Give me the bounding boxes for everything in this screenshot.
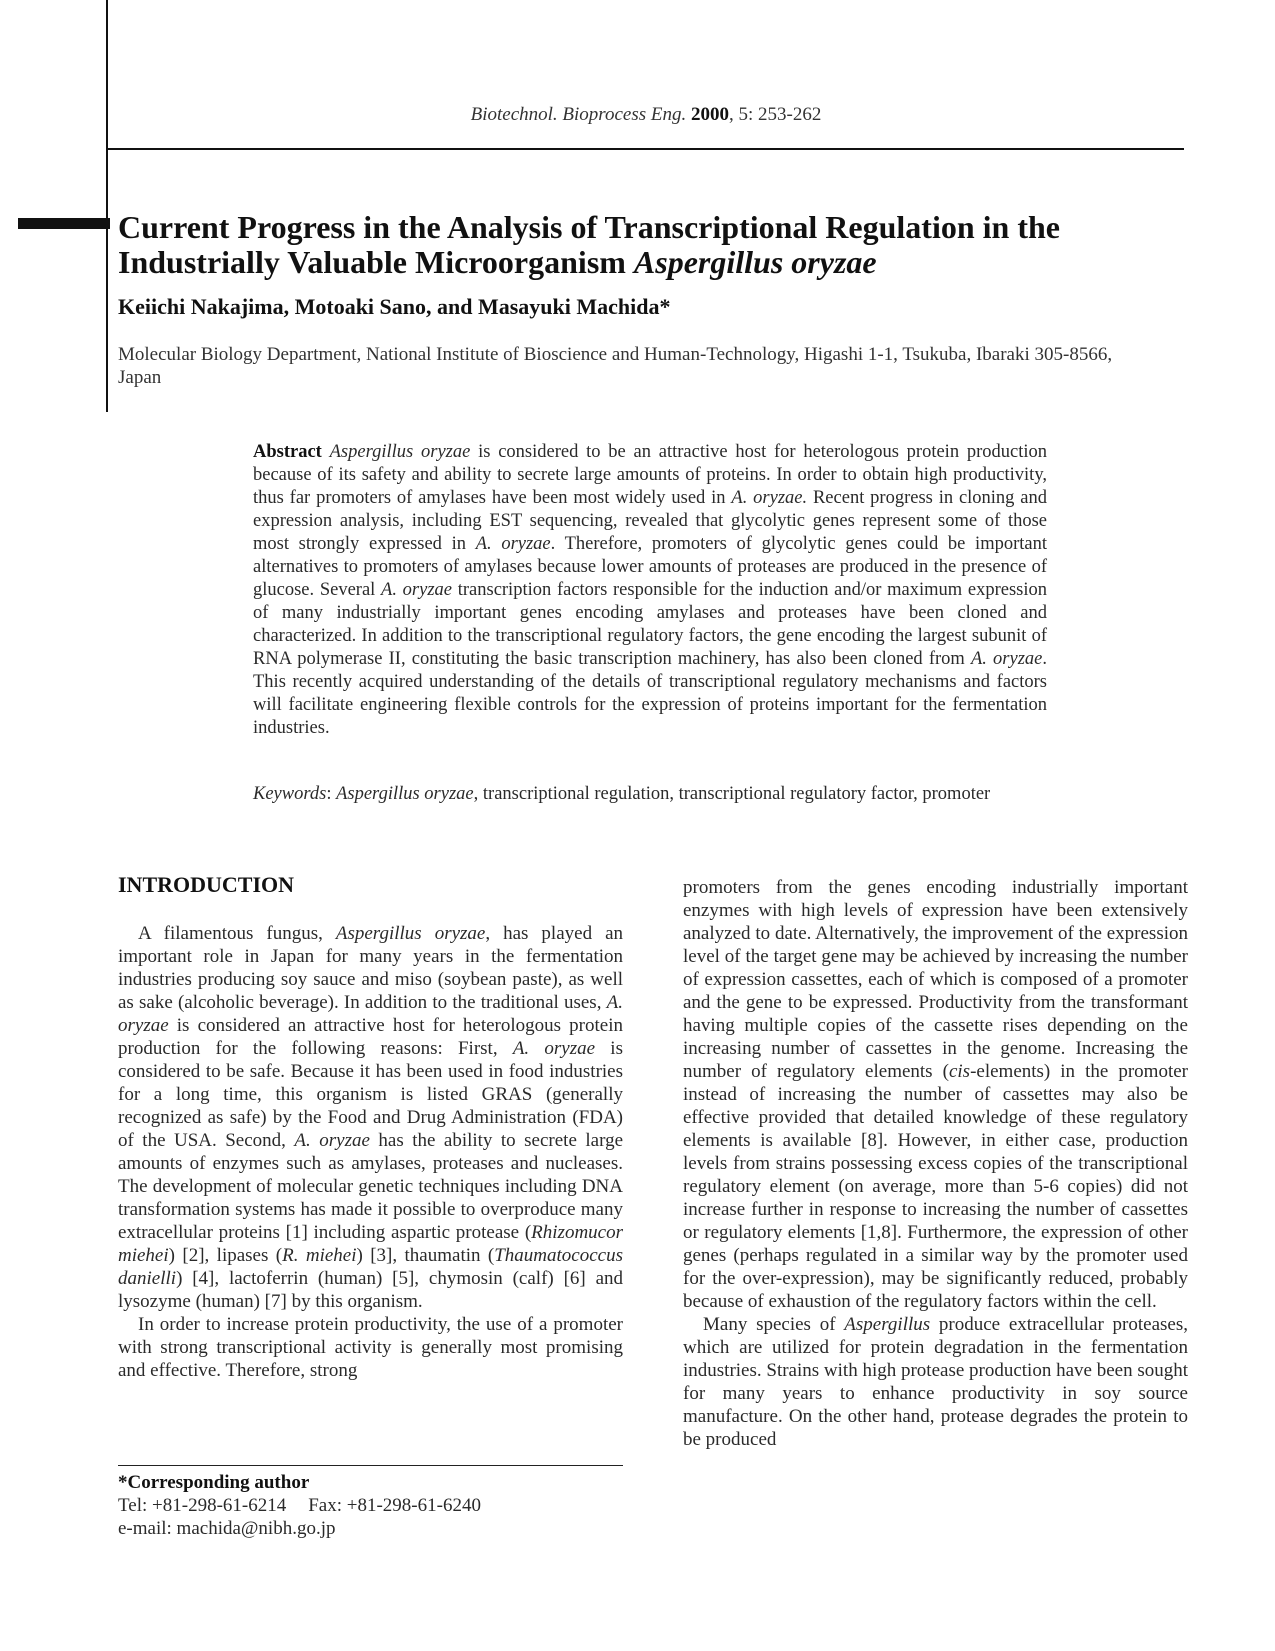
footnote-title: *Corresponding author bbox=[118, 1472, 310, 1493]
abstract-text: is considered to be an attractive host for heterologous protein production because of its safety and ability to secrete large amounts of proteins. In order to obtain high productivity, thus far promoters of amylases have been most widely used in bbox=[253, 442, 1047, 508]
intro-paragraph-1 bbox=[118, 922, 623, 1313]
italic-run: R. miehei bbox=[282, 1245, 357, 1266]
fax-number: Fax: +81-298-61-6240 bbox=[308, 1495, 481, 1516]
abstract-text: . Therefore, promoters of glycolytic genes could be important alternatives to promoters of amylases because lower amounts of proteases are produced in the presence of glucose. Several bbox=[253, 534, 1047, 600]
text-run: Many species of bbox=[703, 1314, 845, 1335]
journal-year: 2000 bbox=[691, 104, 730, 125]
keywords-list: , transcriptional regulation, transcriptional regulatory factor, promoter bbox=[473, 784, 991, 804]
text-run: promoters from the genes encoding industrially important enzymes with high levels of expression have been extensively analyzed to date. Alternatively, the improvement of the expression level of the target gene may be achieved by increasing the number of expression cassettes, each of which is composed of a promoter and the gene to be expressed. Productivity from the transformant having multiple copies of the cassette rises depending on the increasing number of cassettes in the genome. Increasing the number of regulatory elements ( bbox=[683, 877, 1188, 1082]
text-run: A filamentous fungus, bbox=[138, 923, 336, 944]
author-list: Keiichi Nakajima, Motoaki Sano, and Masayuki Machida* bbox=[118, 294, 671, 319]
intro-paragraph-2-continued bbox=[683, 876, 1188, 1313]
intro-paragraph-3 bbox=[683, 1313, 1188, 1451]
abstract-species: A. oryzae bbox=[475, 534, 551, 554]
italic-run: Aspergillus bbox=[844, 1314, 931, 1335]
section-heading-introduction: INTRODUCTION bbox=[118, 872, 295, 897]
italic-run: Rhizomucor miehei bbox=[118, 1222, 623, 1266]
abstract-species: Aspergillus oryzae bbox=[329, 442, 471, 462]
title-species: Aspergillus oryzae bbox=[633, 244, 877, 280]
abstract-species: A. oryzae bbox=[970, 649, 1043, 669]
italic-run: A. oryzae bbox=[118, 992, 623, 1036]
text-run: ) [2], lipases ( bbox=[168, 1245, 283, 1266]
text-run: has the ability to secrete large amounts of enzymes such as amylases, proteases and nucleases. The development of molecular genetic techniques including DNA transformation systems has made it possible to overproduce many extracellular proteins [1] including aspartic protease ( bbox=[118, 1130, 624, 1243]
journal-name: Biotechnol. Bioprocess Eng. bbox=[470, 104, 687, 125]
text-run: is considered to be safe. Because it has been used in food industries for a long time, this organism is listed GRAS (generally recognized as safe) by the Food and Drug Administration (FDA) of the USA. Second, bbox=[118, 1038, 623, 1151]
text-run: produce extracellular proteases, which are utilized for protein degradation in the fermentation industries. Strains with high protease production have been sought for many years to enhance productivity in soy source manufacture. On the other hand, protease degrades the protein to be produced bbox=[683, 1314, 1188, 1450]
phone-number: Tel: +81-298-61-6214 bbox=[118, 1495, 287, 1516]
footnote-rule bbox=[118, 1465, 623, 1466]
header-horizontal-rule bbox=[106, 148, 1184, 150]
article-title bbox=[118, 210, 1188, 280]
abstract-species: A. oryzae bbox=[381, 580, 453, 600]
keywords bbox=[253, 783, 1047, 806]
italic-run: A. oryzae bbox=[512, 1038, 596, 1059]
footnote-contact bbox=[118, 1494, 623, 1517]
volume-pages: , 5: 253-262 bbox=[729, 104, 822, 125]
abstract-text: . This recently acquired understanding of the details of transcriptional regulatory mechanisms and factors will facilitate engineering flexible controls for the expression of proteins important for the fermentation industries. bbox=[253, 649, 1048, 738]
abstract bbox=[253, 441, 1047, 740]
text-run: -elements) in the promoter instead of increasing the number of cassettes may also be effective provided that detailed knowledge of these regulatory elements is available [8]. However, in either case, production levels from strains possessing excess copies of the transcriptional regulatory element (on average, more than 5-6 copies) did not increase further in response to increasing the number of cassettes or regulatory elements [1,8]. Furthermore, the expression of other genes (perhaps regulated in a similar way by the promoter used for the over-expression), may be significantly reduced, probably because of exhaustion of the regulatory factors within the cell. bbox=[683, 1061, 1188, 1312]
left-column bbox=[118, 922, 623, 1382]
keywords-label: Keywords bbox=[253, 784, 327, 804]
corresponding-author-footnote bbox=[118, 1471, 623, 1540]
abstract-text: Recent progress in cloning and expression analysis, including EST sequencing, revealed that glycolytic genes represent some of those most strongly expressed in bbox=[253, 488, 1047, 554]
abstract-text: transcription factors responsible for the induction and/or maximum expression of many industrially important genes encoding amylases and proteases have been cloned and characterized. In addition to the transcriptional regulatory factors, the gene encoding the largest subunit of RNA polymerase II, constituting the basic transcription machinery, has also been cloned from bbox=[253, 580, 1047, 669]
text-run: , has played an important role in Japan for many years in the fermentation industries producing soy sauce and miso (soybean paste), as well as sake (alcoholic beverage). In addition to the traditional uses, bbox=[118, 923, 624, 1013]
right-column bbox=[683, 876, 1188, 1451]
keywords-separator: : bbox=[326, 784, 337, 804]
text-run: ) [4], lactoferrin (human) [5], chymosin (calf) [6] and lysozyme (human) [7] by this organism. bbox=[118, 1268, 623, 1312]
affiliation: Molecular Biology Department, National Institute of Bioscience and Human-Technology, Higashi 1-1, Tsukuba, Ibaraki 305-8566, Japan bbox=[118, 344, 1113, 388]
italic-run: A. oryzae bbox=[294, 1130, 370, 1151]
italic-run: Thaumatococcus danielli bbox=[118, 1245, 623, 1289]
title-marker-bar bbox=[18, 218, 110, 229]
title-text: Current Progress in the Analysis of Transcriptional Regulation in the Industrially Valuable Microorganism bbox=[118, 209, 1060, 280]
text-run: is considered an attractive host for heterologous protein production for the following reasons: First, bbox=[118, 1015, 623, 1059]
keyword-species: Aspergillus oryzae bbox=[336, 784, 474, 804]
intro-paragraph-2: In order to increase protein productivity, the use of a promoter with strong transcriptional activity is generally most promising and effective. Therefore, strong bbox=[118, 1314, 623, 1381]
margin-vertical-rule bbox=[106, 0, 108, 412]
abstract-species: A. oryzae. bbox=[731, 488, 808, 508]
text-run: ) [3], thaumatin ( bbox=[356, 1245, 495, 1266]
email-address: e-mail: machida@nibh.go.jp bbox=[118, 1518, 336, 1539]
abstract-label: Abstract bbox=[253, 442, 322, 462]
italic-run: cis bbox=[948, 1061, 971, 1082]
italic-run: Aspergillus oryzae bbox=[335, 923, 486, 944]
running-header bbox=[108, 104, 1184, 126]
